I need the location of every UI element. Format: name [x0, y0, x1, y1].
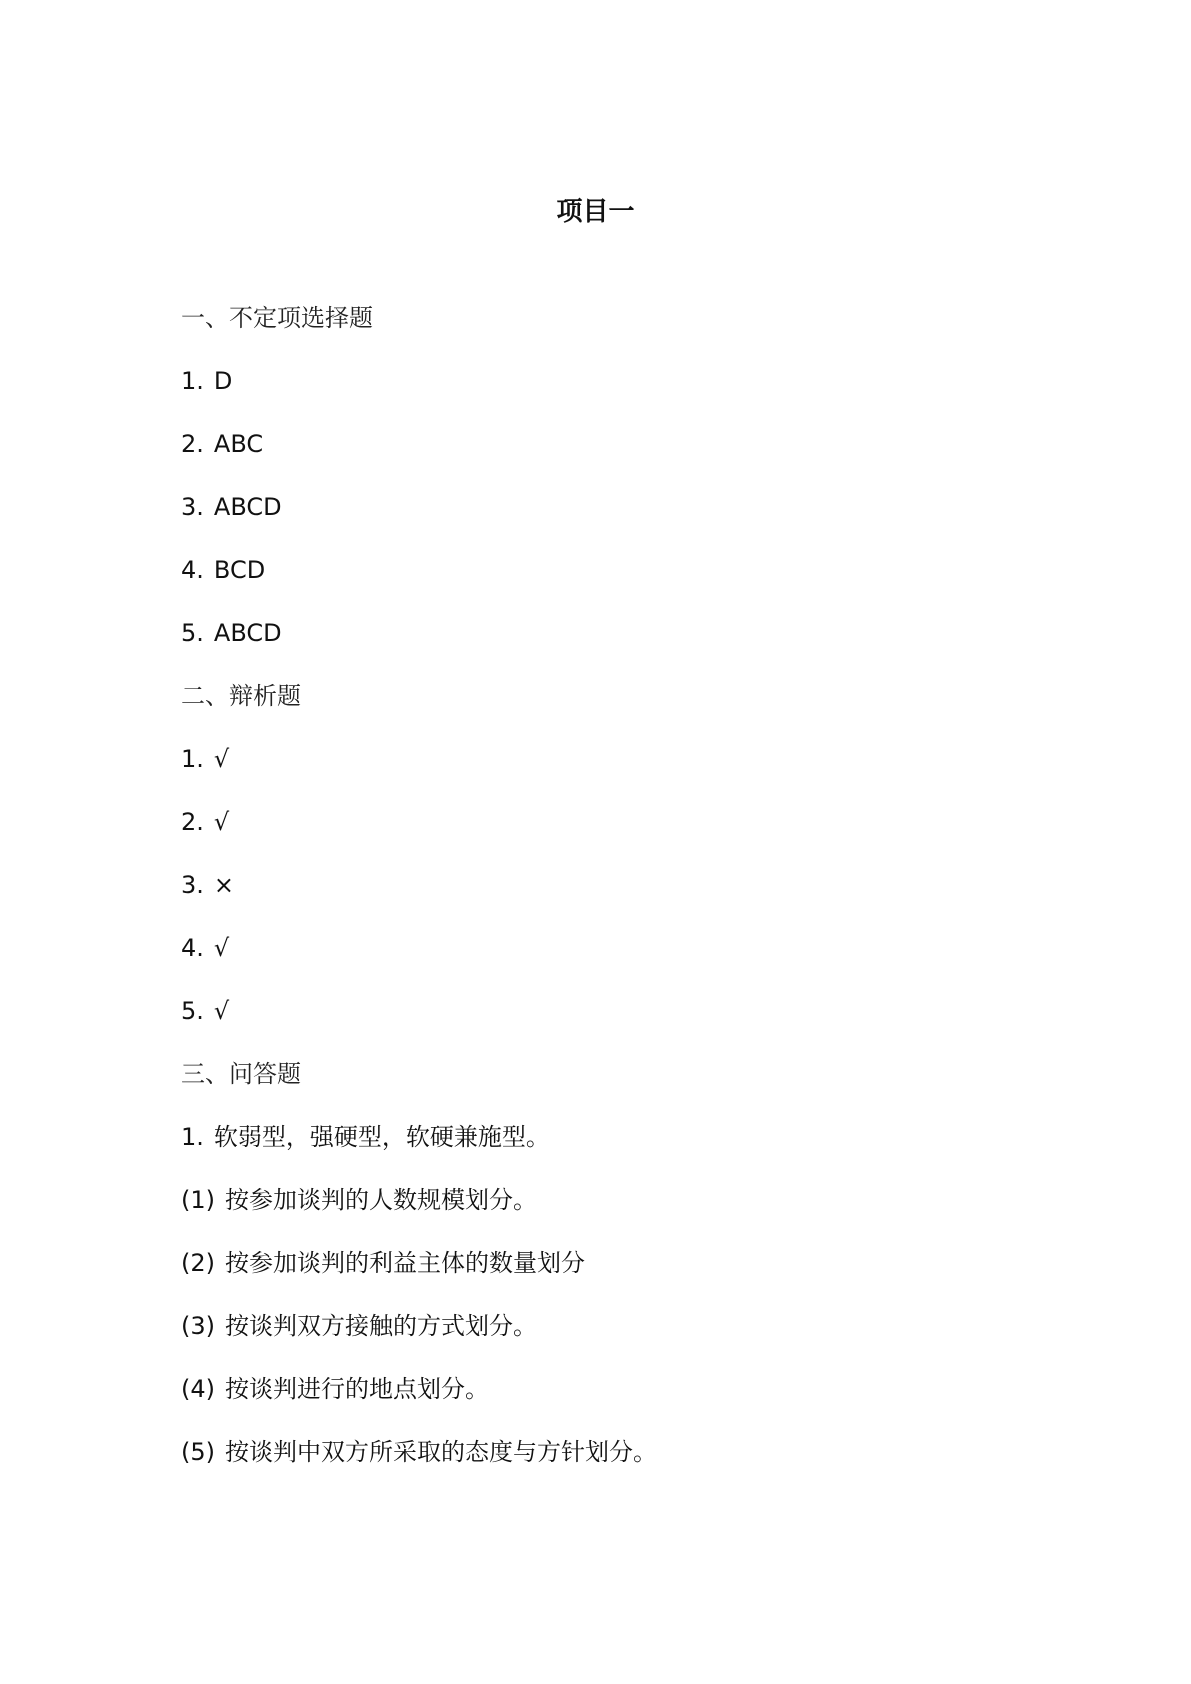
check-mark-icon: √	[213, 745, 230, 773]
list-item	[181, 1437, 657, 1467]
item-number: (3)	[181, 1312, 215, 1340]
section-heading: 二、辩析题	[181, 682, 301, 710]
list-item	[181, 1248, 585, 1278]
item-text: D	[213, 367, 233, 395]
item-text: BCD	[213, 556, 266, 584]
item-text: ABC	[213, 430, 264, 458]
item-number: 5.	[181, 619, 204, 647]
list-item	[181, 618, 282, 648]
item-number: 4.	[181, 556, 204, 584]
item-number: 2.	[181, 808, 204, 836]
list-item	[181, 807, 229, 837]
list-item	[181, 744, 229, 774]
list-item	[181, 1122, 550, 1152]
list-item	[181, 555, 265, 585]
item-number: (2)	[181, 1249, 215, 1277]
list-item	[181, 492, 282, 522]
item-text: ABCD	[213, 619, 282, 647]
item-number: (5)	[181, 1438, 215, 1466]
list-item	[181, 1311, 537, 1341]
check-mark-icon: √	[213, 934, 230, 962]
item-text: 按参加谈判的利益主体的数量划分	[225, 1249, 585, 1277]
cross-mark-icon: ×	[213, 871, 235, 899]
list-item	[181, 933, 229, 963]
item-number: (4)	[181, 1375, 215, 1403]
item-text: 按谈判进行的地点划分。	[225, 1375, 489, 1403]
item-text: 按参加谈判的人数规模划分。	[225, 1186, 537, 1214]
section-heading: 一、不定项选择题	[181, 304, 373, 332]
item-number: 2.	[181, 430, 204, 458]
item-number: 1.	[181, 367, 204, 395]
list-item	[181, 1185, 537, 1215]
item-text: 按谈判双方接触的方式划分。	[225, 1312, 537, 1340]
item-number: 1.	[181, 1123, 204, 1151]
item-number: (1)	[181, 1186, 215, 1214]
item-text: 软弱型，强硬型，软硬兼施型。	[213, 1123, 550, 1151]
item-number: 1.	[181, 745, 204, 773]
list-item	[181, 996, 229, 1026]
item-number: 3.	[181, 493, 204, 521]
item-number: 4.	[181, 934, 204, 962]
list-item	[181, 870, 234, 900]
item-number: 3.	[181, 871, 204, 899]
list-item	[181, 429, 263, 459]
check-mark-icon: √	[213, 808, 230, 836]
item-text: 按谈判中双方所采取的态度与方针划分。	[225, 1438, 657, 1466]
list-item	[181, 1374, 489, 1404]
item-number: 5.	[181, 997, 204, 1025]
list-item	[181, 366, 232, 396]
section-heading: 三、问答题	[181, 1060, 301, 1088]
item-text: ABCD	[213, 493, 282, 521]
check-mark-icon: √	[213, 997, 230, 1025]
page-title: 项目一	[556, 197, 635, 227]
